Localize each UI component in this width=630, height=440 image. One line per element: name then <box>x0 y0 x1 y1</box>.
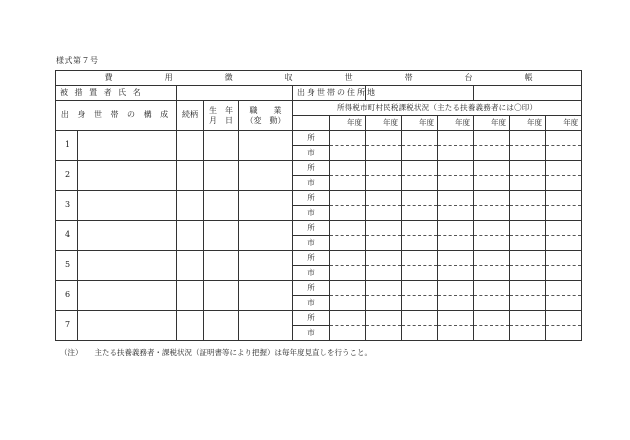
year-header-blank <box>293 116 330 131</box>
member-occupation-field[interactable] <box>239 131 293 161</box>
member-composition-field[interactable] <box>78 161 177 191</box>
tax-type-income: 所 <box>293 191 330 206</box>
member-occupation-field[interactable] <box>239 281 293 311</box>
income-tax-year-cell[interactable] <box>438 131 474 146</box>
member-birthdate-field[interactable] <box>204 221 239 251</box>
header-occupation-line2: （変 動） <box>245 115 286 125</box>
ledger-title-char: 帳 <box>524 72 533 82</box>
municipal-tax-year-cell[interactable] <box>474 206 510 221</box>
ledger-title-char: 世 <box>344 72 353 82</box>
member-row <box>56 281 582 296</box>
tax-type-municipal: 市 <box>293 206 330 221</box>
municipal-tax-year-cell[interactable] <box>366 146 402 161</box>
income-tax-year-cell[interactable] <box>366 251 402 266</box>
municipal-tax-year-cell[interactable] <box>546 326 582 341</box>
municipal-tax-year-cell[interactable] <box>438 266 474 281</box>
income-tax-year-cell[interactable] <box>546 191 582 206</box>
income-tax-year-cell[interactable] <box>546 251 582 266</box>
income-tax-year-cell[interactable] <box>474 131 510 146</box>
income-tax-year-cell[interactable] <box>474 281 510 296</box>
municipal-tax-year-cell[interactable] <box>546 266 582 281</box>
ledger-title-char: 台 <box>464 72 473 82</box>
income-tax-year-cell[interactable] <box>510 161 546 176</box>
member-relationship-field[interactable] <box>177 131 204 161</box>
tax-type-income: 所 <box>293 161 330 176</box>
member-relationship-field[interactable] <box>177 191 204 221</box>
municipal-tax-year-cell[interactable] <box>402 236 438 251</box>
municipal-tax-year-cell[interactable] <box>366 176 402 191</box>
income-tax-year-cell[interactable] <box>474 311 510 326</box>
municipal-tax-year-cell[interactable] <box>438 236 474 251</box>
year-header-cell: 年度 <box>402 116 438 131</box>
year-header-cell: 年度 <box>330 116 366 131</box>
year-header-cell: 年度 <box>366 116 402 131</box>
year-header-cell: 年度 <box>474 116 510 131</box>
income-tax-year-cell[interactable] <box>402 251 438 266</box>
municipal-tax-year-cell[interactable] <box>510 206 546 221</box>
member-row <box>56 221 582 236</box>
municipal-tax-year-cell[interactable] <box>402 266 438 281</box>
tax-type-municipal: 市 <box>293 326 330 341</box>
municipal-tax-year-cell[interactable] <box>510 236 546 251</box>
municipal-tax-year-cell[interactable] <box>402 146 438 161</box>
income-tax-year-cell[interactable] <box>366 131 402 146</box>
municipal-tax-year-cell[interactable] <box>546 176 582 191</box>
applicant-name-field[interactable] <box>177 86 293 101</box>
municipal-tax-year-cell[interactable] <box>474 296 510 311</box>
municipal-tax-year-cell[interactable] <box>366 266 402 281</box>
municipal-tax-year-cell[interactable] <box>438 326 474 341</box>
ledger-title-char: 収 <box>284 72 293 82</box>
income-tax-year-cell[interactable] <box>546 161 582 176</box>
income-tax-year-cell[interactable] <box>546 221 582 236</box>
header-occupation-line1: 職 業 <box>249 105 282 115</box>
income-tax-year-cell[interactable] <box>474 191 510 206</box>
member-composition-field[interactable] <box>78 251 177 281</box>
member-number: 4 <box>56 221 78 251</box>
header-birthdate <box>204 101 239 131</box>
form-number: 様式第７号 <box>56 56 99 65</box>
tax-type-municipal: 市 <box>293 146 330 161</box>
municipal-tax-year-cell[interactable] <box>330 176 366 191</box>
member-number: 1 <box>56 131 78 161</box>
municipal-tax-year-cell[interactable] <box>510 176 546 191</box>
member-relationship-field[interactable] <box>177 251 204 281</box>
member-birthdate-field[interactable] <box>204 131 239 161</box>
footnote-mark: （注） <box>60 348 83 357</box>
ledger-title-char: 費 <box>104 72 113 82</box>
header-birthdate-line2: 月 日 <box>209 115 233 125</box>
municipal-tax-year-cell[interactable] <box>474 236 510 251</box>
municipal-tax-year-cell[interactable] <box>510 266 546 281</box>
member-birthdate-field[interactable] <box>204 281 239 311</box>
income-tax-year-cell[interactable] <box>510 311 546 326</box>
member-occupation-field[interactable] <box>239 191 293 221</box>
income-tax-year-cell[interactable] <box>402 161 438 176</box>
tax-type-municipal: 市 <box>293 266 330 281</box>
income-tax-year-cell[interactable] <box>546 281 582 296</box>
year-header-cell: 年度 <box>438 116 474 131</box>
municipal-tax-year-cell[interactable] <box>474 146 510 161</box>
municipal-tax-year-cell[interactable] <box>402 326 438 341</box>
tax-type-income: 所 <box>293 221 330 236</box>
income-tax-year-cell[interactable] <box>438 161 474 176</box>
municipal-tax-year-cell[interactable] <box>474 266 510 281</box>
member-number: 2 <box>56 161 78 191</box>
municipal-tax-year-cell[interactable] <box>402 296 438 311</box>
member-row <box>56 311 582 326</box>
member-row <box>56 161 582 176</box>
member-number: 3 <box>56 191 78 221</box>
member-number: 7 <box>56 311 78 341</box>
member-number: 6 <box>56 281 78 311</box>
municipal-tax-year-cell[interactable] <box>438 296 474 311</box>
ledger-title <box>56 71 582 86</box>
member-composition-field[interactable] <box>78 281 177 311</box>
municipal-tax-year-cell[interactable] <box>474 326 510 341</box>
header-tax-status: 所得税市町村民税課税状況（主たる扶養義務者には〇印） <box>293 101 582 116</box>
ledger-title-char: 帯 <box>404 72 413 82</box>
income-tax-year-cell[interactable] <box>438 191 474 206</box>
income-tax-year-cell[interactable] <box>474 161 510 176</box>
member-composition-field[interactable] <box>78 221 177 251</box>
municipal-tax-year-cell[interactable] <box>330 206 366 221</box>
ledger-table <box>55 70 582 341</box>
tax-type-income: 所 <box>293 281 330 296</box>
municipal-tax-year-cell[interactable] <box>330 146 366 161</box>
tax-type-income: 所 <box>293 251 330 266</box>
header-relationship: 続柄 <box>177 101 204 131</box>
header-composition: 出 身 世 帯 の 構 成 <box>56 101 177 131</box>
income-tax-year-cell[interactable] <box>474 251 510 266</box>
year-header-cell: 年度 <box>510 116 546 131</box>
member-occupation-field[interactable] <box>239 221 293 251</box>
municipal-tax-year-cell[interactable] <box>330 236 366 251</box>
footnote-text: 主たる扶養義務者・課税状況（証明書等により把握）は毎年度見直しを行うこと。 <box>94 348 372 357</box>
income-tax-year-cell[interactable] <box>402 281 438 296</box>
income-tax-year-cell[interactable] <box>366 161 402 176</box>
income-tax-year-cell[interactable] <box>330 281 366 296</box>
income-tax-year-cell[interactable] <box>438 221 474 236</box>
income-tax-year-cell[interactable] <box>438 251 474 266</box>
member-birthdate-field[interactable] <box>204 161 239 191</box>
footnote <box>60 347 372 358</box>
municipal-tax-year-cell[interactable] <box>546 206 582 221</box>
municipal-tax-year-cell[interactable] <box>510 296 546 311</box>
tax-type-municipal: 市 <box>293 296 330 311</box>
income-tax-year-cell[interactable] <box>474 221 510 236</box>
member-number: 5 <box>56 251 78 281</box>
municipal-tax-year-cell[interactable] <box>546 296 582 311</box>
member-relationship-field[interactable] <box>177 161 204 191</box>
municipal-tax-year-cell[interactable] <box>438 176 474 191</box>
income-tax-year-cell[interactable] <box>510 221 546 236</box>
income-tax-year-cell[interactable] <box>330 311 366 326</box>
income-tax-year-cell[interactable] <box>366 221 402 236</box>
income-tax-year-cell[interactable] <box>366 191 402 206</box>
municipal-tax-year-cell[interactable] <box>330 296 366 311</box>
income-tax-year-cell[interactable] <box>402 221 438 236</box>
municipal-tax-year-cell[interactable] <box>402 176 438 191</box>
municipal-tax-year-cell[interactable] <box>366 326 402 341</box>
income-tax-year-cell[interactable] <box>330 191 366 206</box>
member-composition-field[interactable] <box>78 131 177 161</box>
income-tax-year-cell[interactable] <box>330 221 366 236</box>
municipal-tax-year-cell[interactable] <box>510 146 546 161</box>
member-relationship-field[interactable] <box>177 281 204 311</box>
member-row <box>56 131 582 146</box>
municipal-tax-year-cell[interactable] <box>546 236 582 251</box>
income-tax-year-cell[interactable] <box>330 131 366 146</box>
member-occupation-field[interactable] <box>239 161 293 191</box>
municipal-tax-year-cell[interactable] <box>438 146 474 161</box>
municipal-tax-year-cell[interactable] <box>366 296 402 311</box>
income-tax-year-cell[interactable] <box>546 311 582 326</box>
municipal-tax-year-cell[interactable] <box>330 326 366 341</box>
income-tax-year-cell[interactable] <box>438 311 474 326</box>
income-tax-year-cell[interactable] <box>402 131 438 146</box>
income-tax-year-cell[interactable] <box>546 131 582 146</box>
income-tax-year-cell[interactable] <box>510 251 546 266</box>
member-birthdate-field[interactable] <box>204 311 239 341</box>
tax-type-income: 所 <box>293 131 330 146</box>
municipal-tax-year-cell[interactable] <box>546 146 582 161</box>
member-birthdate-field[interactable] <box>204 251 239 281</box>
income-tax-year-cell[interactable] <box>510 281 546 296</box>
ledger-title-char: 用 <box>164 72 173 82</box>
applicant-name-label: 被 措 置 者 氏 名 <box>56 86 177 101</box>
year-header-cell: 年度 <box>546 116 582 131</box>
member-relationship-field[interactable] <box>177 221 204 251</box>
member-birthdate-field[interactable] <box>204 191 239 221</box>
income-tax-year-cell[interactable] <box>366 311 402 326</box>
income-tax-year-cell[interactable] <box>330 251 366 266</box>
member-relationship-field[interactable] <box>177 311 204 341</box>
member-row <box>56 191 582 206</box>
income-tax-year-cell[interactable] <box>510 191 546 206</box>
municipal-tax-year-cell[interactable] <box>366 206 402 221</box>
ledger-title-char: 徴 <box>224 72 233 82</box>
income-tax-year-cell[interactable] <box>366 281 402 296</box>
income-tax-year-cell[interactable] <box>510 131 546 146</box>
tax-type-municipal: 市 <box>293 176 330 191</box>
income-tax-year-cell[interactable] <box>402 311 438 326</box>
member-composition-field[interactable] <box>78 191 177 221</box>
municipal-tax-year-cell[interactable] <box>330 266 366 281</box>
address-label: 出身世帯の住所地 <box>293 86 366 101</box>
member-row <box>56 251 582 266</box>
municipal-tax-year-cell[interactable] <box>366 236 402 251</box>
income-tax-year-cell[interactable] <box>402 191 438 206</box>
header-birthdate-line1: 生 年 <box>209 105 233 115</box>
address-field-extra[interactable] <box>474 86 582 101</box>
tax-type-municipal: 市 <box>293 236 330 251</box>
income-tax-year-cell[interactable] <box>438 281 474 296</box>
municipal-tax-year-cell[interactable] <box>402 206 438 221</box>
income-tax-year-cell[interactable] <box>330 161 366 176</box>
address-field[interactable] <box>366 86 474 101</box>
member-occupation-field[interactable] <box>239 251 293 281</box>
municipal-tax-year-cell[interactable] <box>438 206 474 221</box>
header-occupation <box>239 101 293 131</box>
municipal-tax-year-cell[interactable] <box>474 176 510 191</box>
member-occupation-field[interactable] <box>239 311 293 341</box>
member-composition-field[interactable] <box>78 311 177 341</box>
municipal-tax-year-cell[interactable] <box>510 326 546 341</box>
tax-type-income: 所 <box>293 311 330 326</box>
